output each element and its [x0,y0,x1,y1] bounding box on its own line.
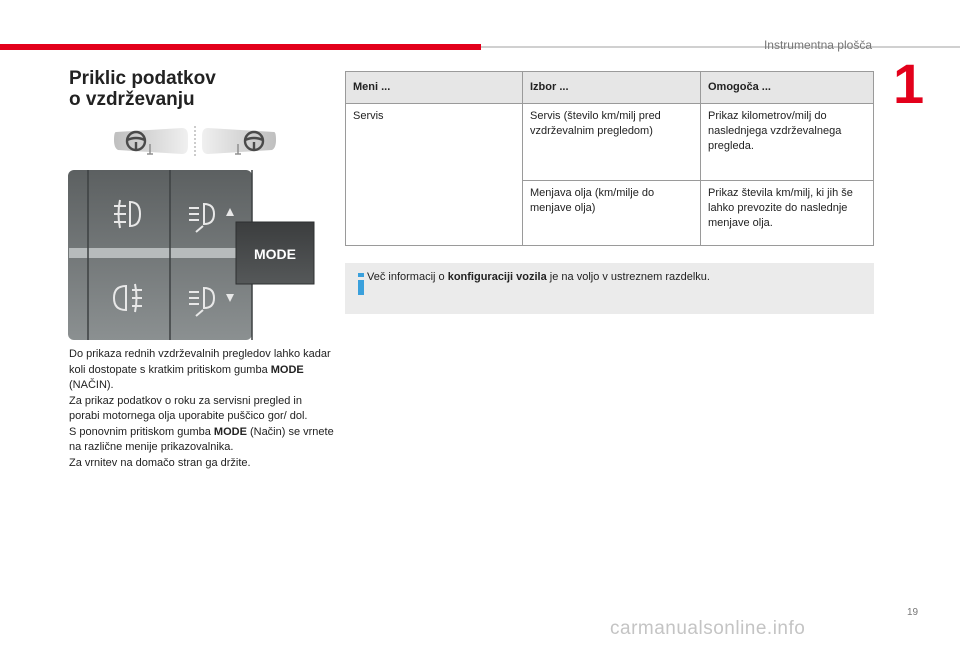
table-cell-enables: Prikaz kilometrov/milj do naslednjega vzdrževalnega pregleda. [701,104,874,181]
table-cell-selection: Menjava olja (km/milje do menjave olja) [523,181,701,246]
mode-button [236,222,314,284]
table-cell-selection: Servis (število km/milj pred vzdrževalnim pregledom) [523,104,701,181]
instructions-paragraph-4: Za vrnitev na domačo stran ga držite. [69,456,251,469]
instructions-paragraph-3: S ponovnim pritiskom gumba MODE (Način) se vrnete na različne menije prikazovalnika. [69,425,334,453]
page-title-line2: o vzdrževanju [69,89,195,110]
instructions-text [69,347,334,471]
mode-keyword: MODE [270,363,304,376]
table-header-enables: Omogoča ... [701,72,874,104]
info-note-link-text: konfiguraciji vozila [447,271,547,283]
header-accent-bar [0,44,481,50]
table-header-selection: Izbor ... [523,72,701,104]
header-divider [481,46,960,48]
watermark: carmanualsonline.info [610,618,806,639]
section-title: Instrumentna plošča [763,38,872,52]
info-note-text: Več informacij o konfiguraciji vozila je na voljo v ustreznem razdelku. [367,271,710,283]
left-stalk [114,128,188,154]
control-panel-illustration [68,170,316,340]
table-cell-menu: Servis [346,104,523,246]
mode-button-label: MODE [254,246,296,262]
chapter-number: 1 [893,52,925,115]
table-row [346,104,874,181]
info-note [345,263,874,314]
maintenance-menu-table [345,71,874,246]
page-title-line1: Priklic podatkov [69,68,216,89]
instructions-paragraph-2: Za prikaz podatkov o roku za servisni pregled in porabi motornega olja uporabite puščico gor/ dol. [69,394,308,422]
table-header-row [346,72,874,104]
page-number: 19 [907,607,919,618]
right-stalk [202,128,276,154]
page-title [69,68,216,110]
table-cell-enables: Prikaz števila km/milj, ki jih še lahko prevozite do naslednje menjave olja. [701,181,874,246]
info-icon [356,272,366,296]
table-header-menu: Meni ... [346,72,523,104]
mode-keyword: MODE [213,425,247,438]
steering-wheel-controls-illustration [110,122,280,162]
instructions-paragraph-1: Do prikaza rednih vzdrževalnih pregledov lahko kadar koli dostopate s kratkim pritiskom gumba MODE (NAČIN). [69,348,331,391]
